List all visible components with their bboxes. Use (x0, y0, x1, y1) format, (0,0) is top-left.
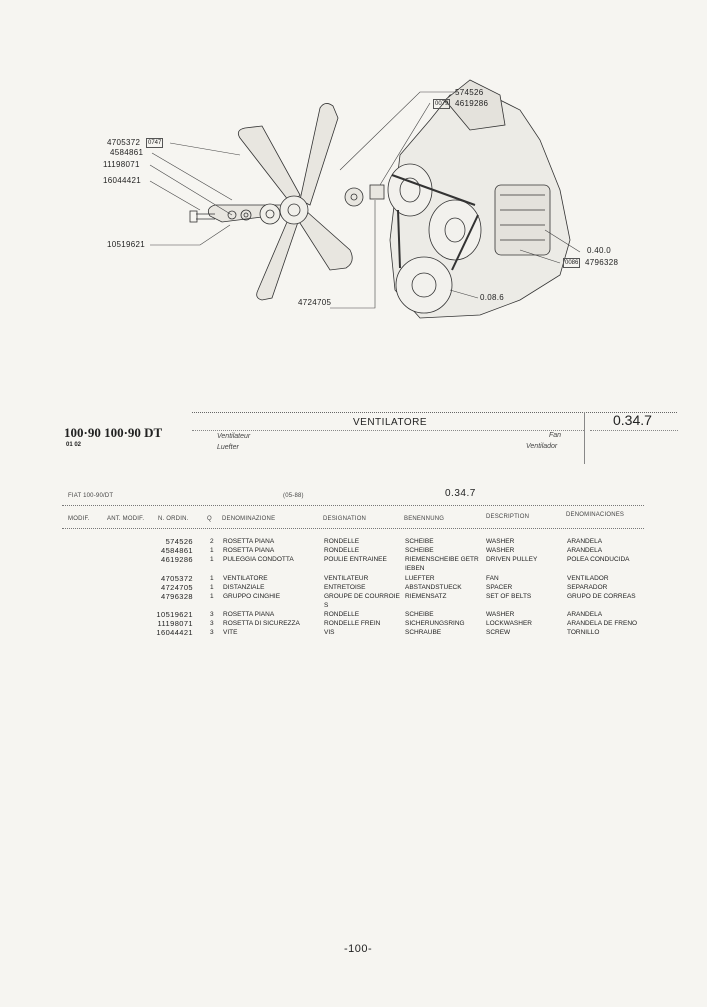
table-row (0, 538, 707, 547)
callout-4584861: 4584861 (110, 148, 144, 157)
quantity: 1 (210, 584, 214, 591)
callout-4705372: 4705372 (107, 138, 141, 147)
section-code: 0.34.7 (613, 412, 652, 428)
callout-10519621: 10519621 (107, 240, 145, 249)
desc-en: SCREW (486, 629, 511, 636)
desc-fr: VENTILATEUR (324, 575, 369, 582)
col-denominaciones: DENOMINACIONES (566, 512, 625, 518)
col-ant-modif: ANT. MODIF. (107, 516, 145, 522)
table-row (0, 556, 707, 565)
desc-de: IEBEN (405, 565, 425, 572)
fan-drawing (208, 103, 352, 300)
desc-fr: POULIE ENTRAINEE (324, 556, 387, 563)
desc-de: RIEMENSATZ (405, 593, 447, 600)
table-row (0, 565, 707, 574)
desc-de: SCHEIBE (405, 547, 434, 554)
desc-de: SCHEIBE (405, 611, 434, 618)
desc-en: SPACER (486, 584, 513, 591)
desc-fr: ENTRETOISE (324, 584, 366, 591)
desc-it: GRUPPO CINGHIE (223, 593, 281, 600)
model-title: 100·90 100·90 DT (64, 425, 163, 440)
table-section-code: 0.34.7 (445, 488, 476, 499)
desc-fr: RONDELLE (324, 538, 360, 545)
col-q: Q (207, 516, 212, 522)
header-divider (584, 412, 585, 464)
desc-en: DRIVEN PULLEY (486, 556, 538, 563)
desc-en: LOCKWASHER (486, 620, 532, 627)
table-row (0, 575, 707, 584)
table-row (0, 602, 707, 611)
quantity: 1 (210, 575, 214, 582)
col-designation: DESIGNATION (323, 516, 367, 522)
quantity: 3 (210, 611, 214, 618)
desc-es: ARANDELA (567, 538, 603, 545)
desc-fr: RONDELLE (324, 547, 360, 554)
desc-de: ABSTANDSTUECK (405, 584, 462, 591)
part-number: 4619286 (161, 555, 193, 564)
desc-es: ARANDELA (567, 547, 603, 554)
desc-it: PULEGGIA CONDOTTA (223, 556, 294, 563)
desc-es: ARANDELA (567, 611, 603, 618)
col-n-ordin: N. ORDIN. (158, 516, 189, 522)
quantity: 1 (210, 556, 214, 563)
desc-fr: RONDELLE FREIN (324, 620, 381, 627)
spacer-pulley-drawing (345, 185, 384, 206)
title-german: Luefter (217, 444, 239, 451)
exploded-parts-diagram (0, 0, 707, 400)
desc-it: ROSETTA DI SICUREZZA (223, 620, 300, 627)
callout-4724705: 4724705 (298, 298, 332, 307)
callout-4619286: 4619286 (455, 99, 489, 108)
title-english: Fan (549, 432, 562, 439)
desc-de: SCHEIBE (405, 538, 434, 545)
col-modif: MODIF. (68, 516, 90, 522)
part-number: 4705372 (161, 574, 193, 583)
table-row (0, 547, 707, 556)
table-row (0, 629, 707, 638)
desc-en: WASHER (486, 547, 515, 554)
desc-es: GRUPO DE CORREAS (567, 593, 636, 600)
desc-it: VENTILATORE (223, 575, 268, 582)
desc-it: ROSETTA PIANA (223, 547, 275, 554)
desc-fr: S (324, 602, 329, 609)
col-denominazione: DENOMINAZIONE (222, 516, 276, 522)
engine-drawing (388, 80, 570, 318)
header-rule-top (192, 412, 677, 413)
part-number: 4724705 (161, 583, 193, 592)
desc-fr: VIS (324, 629, 335, 636)
title-french: Ventilateur (217, 433, 251, 440)
callout-574526: 574526 (455, 88, 484, 97)
table-rule-header (62, 528, 644, 529)
desc-fr: RONDELLE (324, 611, 360, 618)
desc-es: ARANDELA DE FRENO (567, 620, 638, 627)
callout-16044421: 16044421 (103, 176, 141, 185)
desc-es: SEPARADOR (567, 584, 608, 591)
page-number: -100- (344, 943, 373, 955)
desc-de: RIEMENSCHEIBE GETR (405, 556, 479, 563)
table-row (0, 620, 707, 629)
table-date: (05-88) (283, 493, 304, 499)
table-row (0, 593, 707, 602)
part-number: 10519621 (156, 610, 193, 619)
section-title: VENTILATORE (353, 417, 428, 428)
desc-de: LUEFTER (405, 575, 435, 582)
table-row (0, 611, 707, 620)
callout-0.08.6: 0.08.6 (480, 293, 505, 302)
title-spanish: Ventilador (526, 443, 558, 450)
quantity: 1 (210, 547, 214, 554)
quantity: 2 (210, 538, 214, 545)
desc-es: POLEA CONDUCIDA (567, 556, 630, 563)
model-subcode: 01 02 (66, 442, 82, 448)
quantity: 3 (210, 629, 214, 636)
desc-es: VENTILADOR (567, 575, 609, 582)
code-rule (590, 430, 678, 431)
desc-de: SICHERUNGSRING (405, 620, 465, 627)
desc-en: FAN (486, 575, 499, 582)
table-row (0, 584, 707, 593)
desc-it: DISTANZIALE (223, 584, 265, 591)
part-number: 4584861 (161, 546, 193, 555)
part-number: 4796328 (161, 592, 193, 601)
table-rule-top (62, 505, 644, 506)
model-reference: FIAT 100-90/DT (68, 493, 114, 499)
callout-4796328: 4796328 (585, 258, 619, 267)
part-number: 11198071 (157, 619, 193, 628)
desc-en: WASHER (486, 611, 515, 618)
header-rule-mid (192, 430, 584, 431)
desc-it: ROSETTA PIANA (223, 611, 275, 618)
callout-11198071: 11198071 (103, 160, 140, 169)
desc-en: SET OF BELTS (486, 593, 532, 600)
col-description: DESCRIPTION (486, 514, 530, 520)
desc-fr: GROUPE DE COURROIE (324, 593, 400, 600)
quantity: 1 (210, 593, 214, 600)
callout-ref-box-top: 0079 (435, 101, 449, 107)
part-number: 16044421 (156, 628, 193, 637)
desc-en: WASHER (486, 538, 515, 545)
part-number: 574526 (165, 537, 193, 546)
quantity: 3 (210, 620, 214, 627)
col-benennung: BENENNUNG (404, 516, 445, 522)
desc-de: SCHRAUBE (405, 629, 442, 636)
desc-it: ROSETTA PIANA (223, 538, 275, 545)
callout-ref-box-left: 0747 (148, 140, 162, 146)
desc-es: TORNILLO (567, 629, 600, 636)
callout-0.40.0: 0.40.0 (587, 246, 612, 255)
desc-it: VITE (223, 629, 238, 636)
callout-ref-box-right: 0086 (565, 260, 579, 266)
